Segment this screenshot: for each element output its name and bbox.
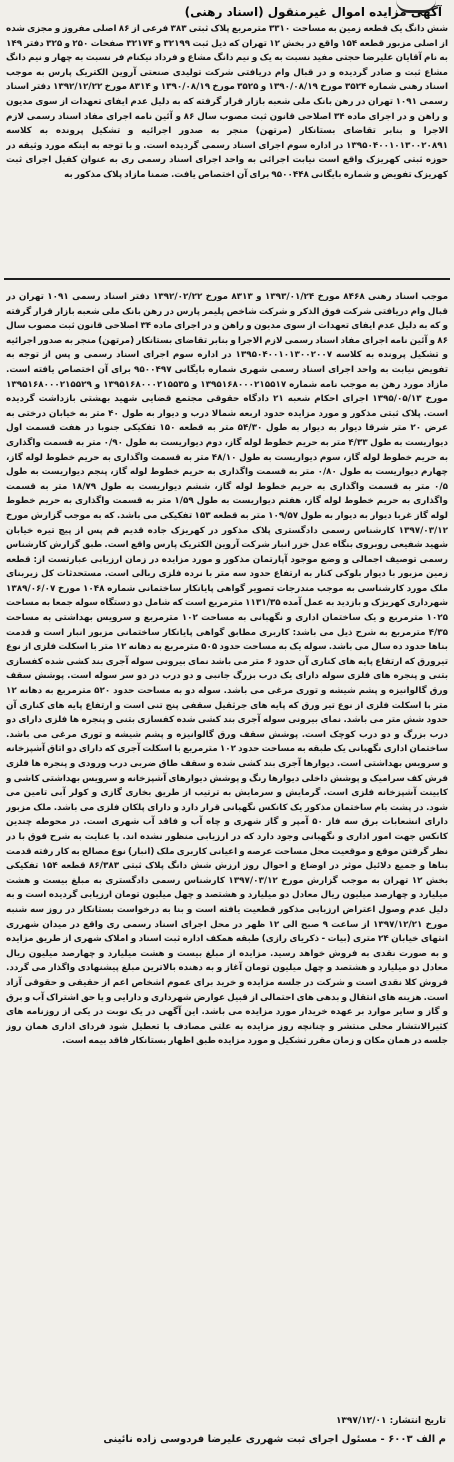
reference-code: م الف ۶۰۰۳ <box>388 1434 446 1445</box>
notice-title: آگهی مزایده اموال غیرمنقول (اسناد رهنی) <box>184 5 442 19</box>
signature-name: مسئول اجرای ثبت شهرری علیرضا فردوسی زاده نائینی <box>103 1434 378 1445</box>
notice-intro-paragraph: شش دانگ یک قطعه زمین به مساحت ۳۳۱۰ مترمربع پلاک ثبتی ۳۸۳ فرعی از ۸۶ اصلی مفروز و مجزی شده از اصلی مزبور قطعه ۱۵۴ واقع در بخش ۱۲ تهران که ذیل ثبت ۳۲۱۹۹ و ۳۲۱۷۴ صفحات ۲۵۰ و ۳۲۵ دفتر ۱۴۹ به نام آقایان علیرضا حجتی مفید نسبت به یک و نیم دانگ مشاع و فرداد نیکنام فر نسبت به چهار و نیم دانگ مشاع ثبت و صادر گردیده و در قبال وام دریافتی شرکت تولیدی صنعتی آروین الکتریک پارس به موجب اسناد رهنی شماره ۳۵۲۴ مورخ ۱۳۹۰/۰۸/۱۹ و ۳۵۲۵ مورخ ۱۳۹۰/۰۸/۱۹ و ۸۳۱۴ مورخ ۱۳۹۲/۱۲/۲۲ دفتر اسناد رسمی ۱۰۹۱ تهران در رهن بانک ملی شعبه بازار قرار گرفته که به دلیل عدم ایفای تعهدات از سوی مدیون و راهن و در اجرای ماده ۳۴ اصلاحی قانون ثبت مصوب سال ۸۶ و آئین نامه اجرای مفاد اسناد رسمی لازم الاجرا و بنابر تقاضای بستانکار (مرتهن) منجر به صدور اجرائیه و تشکیل پرونده به کلاسه ۱۳۹۵۰۴۰۰۱۰۱۳۰۰۲۰۸۹۱ در اداره سوم اجرای اسناد رسمی گردیده است. و با توجه به اینکه مورد وثیقه در حوزه ثبتی کهریزک واقع است نیابت اجرائی به واحد اجرای اسناد رسمی ری به عنوان کفیل اجرای ثبت کهریزک تفویض و شماره بایگانی ۹۵۰۰۴۴۸ برای آن اختصاص یافت. ضمنا مازاد پلاک مذکور به <box>6 24 448 180</box>
signature-separator: - <box>377 1434 385 1445</box>
section-divider <box>4 278 450 280</box>
publication-date: تاریخ انتشار: ۱۳۹۷/۱۲/۰۱ <box>335 1416 446 1426</box>
notice-main-paragraph: موجب اسناد رهنی ۸۴۶۸ مورخ ۱۳۹۳/۰۱/۲۴ و ۸۳۱۳ مورخ ۱۳۹۲/۰۲/۲۲ دفتر اسناد رسمی ۱۰۹۱ تهران در قبال وام دریافتی شرکت فوق الذکر و شرکت شاخص پلیمر پارس در رهن بانک ملی شعبه بازار قرار گرفته و که به دلیل عدم ایفای تعهدات از سوی مدیون و راهن و در اجرای ماده ۳۴ اصلاحی قانون ثبت مصوب سال ۸۶ و آئین نامه اجرای مفاد اسناد رسمی لازم الاجرا و بنابر تقاضای بستانکار (مرتهن) منجر به صدور اجرائیه و تشکیل پرونده به کلاسه ۱۳۹۵۰۴۰۰۱۰۱۳۰۰۲۰۰۷ در اداره سوم اجرای اسناد رسمی و پس از توجه به تفویض نیابت به واحد اجرای اسناد رسمی شهری شماره بایگانی ۹۵۰۰۴۹۷ برای آن اختصاص یافته است. مازاد مورد رهن به موجب نامه شماره ۱۳۹۵۱۶۸۰۰۰۲۱۵۵۱۷ و ۱۳۹۵۱۶۸۰۰۰۲۱۵۵۳۵ و ۱۳۹۵۱۶۸۰۰۰۲۱۵۵۲۹ مورخ ۱۳۹۵/۰۵/۱۳ اجرای احکام شعبه ۲۱ دادگاه حقوقی مجتمع قضایی شهید بهشتی بازداشت گردیده است. پلاک ثبتی مذکور و مورد مزایده حدود اربعه شمالا درب و دیوار به طول ۴۰ متر به خیابان درختی به عرض ۲۰ متر شرقا دیوار به دیوار به طول ۵۴/۳۰ متر به قطعه ۱۵۰ تفکیکی جنوبا در هفت قسمت اول دیواریست به طول ۴/۳۳ متر به حریم خطوط لوله گاز، دوم دیواریست به طول ۰/۹۰ متر به قسمت واگذاری به حریم خطوط لوله گاز، سوم دیواریست به طول ۴۸/۱۰ متر به قسمت واگذاری به حریم خطوط لوله گاز، چهارم دیواریست به طول ۰/۸۰ متر به قسمت واگذاری به حریم خطوط لوله گاز، پنجم دیواریست به طول ۰/۵ متر به قسمت واگذاری به حریم خطوط لوله گاز، ششم دیواریست به طول ۱۸/۷۹ متر به قسمت واگذاری به حریم خطوط لوله گاز، هفتم دیواریست به طول ۱/۵۹ متر به قسمت واگذاری به حریم خطوط لوله گاز غربا دیوار به دیوار به طول ۱۰۹/۵۷ متر به قطعه ۱۵۳ تفکیکی می باشد. که به موجب گزارش مورخ ۱۳۹۷/۰۳/۱۲ کارشناس رسمی دادگستری پلاک مذکور در کهریزک جاده قدیم قم پس از پیچ تیره خیابان شهید شفیعی روبروی بنگاه عدل خزر انبار شرکت آروین الکتریک پارس واقع است. طبق گزارش کارشناس رسمی توصیف اجمالی و وضع موجود آپارتمان مذکور و مورد مزایده در زمان ارزیابی عبارتست از: قطعه زمین مزبور با دیوار بلوکی کنار به ارتفاع حدود سه متر با نرده فلزی ربالی است. مستحدثات کل زیربنای ملک مورد کارشناسی به موجب مندرجات تصویر گواهی پایانکار ساختمانی شماره ۱۰۴۸ مورخ ۱۳۸۹/۰۶/۰۷ شهرداری کهریزک و بازدید به عمل آمده ۱۱۳۱/۳۵ مترمربع است که شامل دو دستگاه سوله جمعا به مساحت ۱۰۲۵ مترمربع و یک ساختمان اداری و نگهبانی به مساحت ۱۰۲ مترمربع و سرویس بهداشتی به مساحت ۴/۳۵ مترمربع به شرح ذیل می باشد: کاربری مطابق گواهی پایانکار ساختمانی مزبور انبار است و قدمت بناها حدود ده سال می باشد. سوله یک به مساحت حدود ۵۰۵ مترمربع به دهانه ۱۲ متر با اسکلت فلزی از نوع تیرورق که ارتفاع پایه های کناری آن حدود ۶ متر می باشد نمای بیرونی سوله آجری بند کشی شده کفسازی بتنی و پنجره های فلزی سوله دارای یک درب بزرگ جانبی و دو درب در دو سر سوله است. پوشش سقف ورق گالوانیزه و پشم شیشه و توری مرغی می باشد. سوله دو به مساحت حدود ۵۲۰ مترمربع به دهانه ۱۲ متر با اسکلت فلزی از نوع تیر ورق که پایه های جرثقیل سقفی پنج تنی است و ارتفاع پایه های کناری آن حدود شش متر می باشد. نمای بیرونی سوله آجری بند کشی شده کفسازی بتنی و پنجره ها فلزی دارای دو درب بزرگ و دو درب کوچک است. پوشش سقف ورق گالوانیزه و پشم شیشه و توری مرغی می باشد. ساختمان اداری نگهبانی یک طبقه به مساحت حدود ۱۰۲ مترمربع با اسکلت آجری که دارای دو اتاق آشپزخانه و سرویس بهداشتی است. دیوارها آجری بند کشی شده و سقف طاق ضربی درب ورودی و پنجره ها فلزی فرش کف سرامیک و پوشش داخلی دیوارها رنگ و پوشش دیوارهای آشپزخانه و سرویس بهداشتی کاشی و کابینت آشپزخانه فلزی است. گرمایش و سرمایش به ترتیب از طریق بخاری گازی و کولر آبی تامین می شود. در پشت بام ساختمان مذکور یک کانکس نگهبانی قرار دارد و دارای پلکان فلزی می باشد. ملک مزبور دارای انشعابات برق سه فاز ۵۰ آمپر و گاز شهری و چاه آب و فاقد آب شهری است. در محوطه چندین کانکس جهت امور اداری و نگهبانی وجود دارد که در ارزیابی منظور نشده اند. با عنایت به شرح فوق با در نظر گرفتن موقع و موقعیت محل مساحت عرصه و اعیانی کاربری ملک (انبار) نوع مصالح به کار رفته قدمت بناها و جمیع دلائیل موثر در اوضاع و احوال روز ارزش شش دانگ پلاک ثبتی ۸۶/۳۸۳ قطعه ۱۵۴ تفکیکی بخش ۱۲ تهران به موجب گزارش مورخ ۱۳۹۷/۰۳/۱۲ کارشناس رسمی دادگستری به مبلغ بیست و هشت میلیارد و چهارصد میلیون ریال معادل دو میلیارد و هشتصد و چهل میلیون تومان ارزیابی گردیده است و به دلیل عدم وصول اعتراض ارزیابی مذکور قطعیت یافته است و بنا به درخواست بستانکار در روز سه شنبه مورخ ۱۳۹۷/۱۲/۲۱ از ساعت ۹ صبح الی ۱۲ ظهر در محل اجرای اسناد رسمی ری واقع در میدان شهرری انتهای خیابان ۲۴ متری (بیات - ذکریای رازی) طبقه همکف اداره ثبت اسناد و املاک شهری از طریق مزایده و به صورت نقدی به فروش خواهد رسید. مزایده از مبلغ بیست و هشت میلیارد و چهارصد میلیون ریال معادل دو میلیارد و هشتصد و چهل میلیون تومان آغاز و به دهنده بالاترین مبلغ پیشنهادی واگذار می گردد. فروش کلا نقدی است و شرکت در جلسه مزایده و خرید برای عموم اشخاص اعم از حقیقی و حقوقی آزاد است. هزینه های انتقال و بدهی های احتمالی از قبیل عوارض شهرداری و دارایی و یا حق اشتراک آب و برق و گاز و سایر موارد بر عهده خریدار مورد مزایده می باشد. این آگهی در یک نوبت در یکی از روزنامه های کثیرالانتشار محلی منتشر و چنانچه روز مزایده به علتی مصادف با تعطیل شود فردای اداری همان روز جلسه در همان مکان و زمان مقرر تشکیل و مورد مزایده طبق اظهار بستانکار فاقد بیمه است. <box>6 292 448 1047</box>
signature-line <box>40 1432 446 1448</box>
